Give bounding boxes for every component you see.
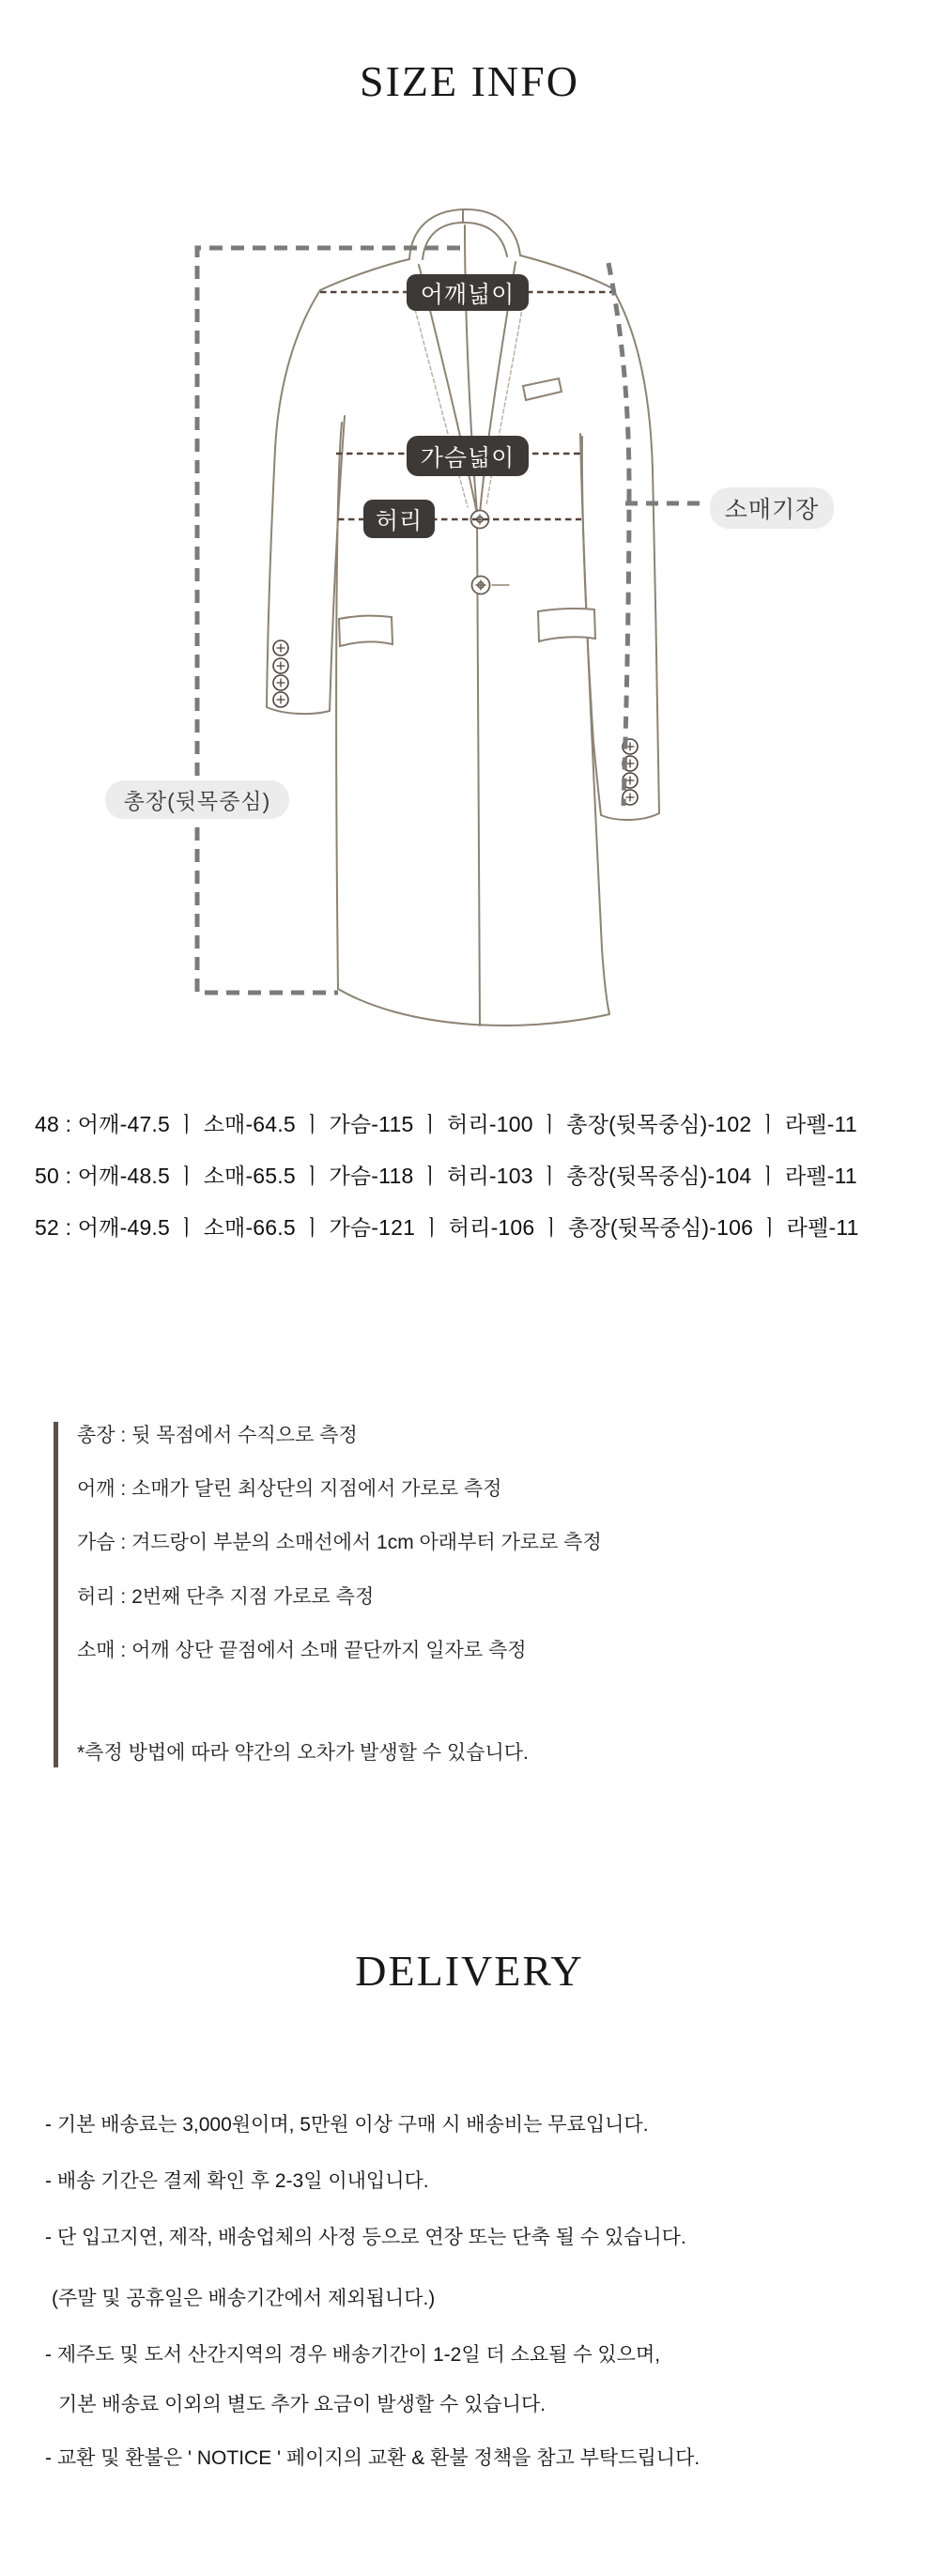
size-row-52: 52 : 어깨-49.5 ㅣ 소매-66.5 ㅣ 가슴-121 ㅣ 허리-106 ㅣ 총장(뒷목중심)-106 ㅣ 라펠-11 (35, 1215, 859, 1240)
measure-note-total-length: 총장 : 뒷 목점에서 수직으로 측정 (77, 1425, 358, 1446)
size-info-title: SIZE INFO (360, 57, 579, 105)
delivery-line-delay: - 단 입고지연, 제작, 배송업체의 사정 등으로 연장 또는 단축 될 수 있습니다. (45, 2227, 686, 2248)
front-buttons (471, 511, 490, 594)
delivery-line-weekend: (주말 및 공휴일은 배송기간에서 제외됩니다.) (52, 2288, 436, 2309)
measure-note-shoulder: 어깨 : 소매가 달린 최상단의 지점에서 가로로 측정 (77, 1478, 502, 1500)
measurement-guides (197, 248, 706, 993)
size-row-48: 48 : 어깨-47.5 ㅣ 소매-64.5 ㅣ 가슴-115 ㅣ 허리-100 ㅣ 총장(뒷목중심)-102 ㅣ 라펠-11 (35, 1112, 857, 1136)
sleeve-length-badge: 소매기장 (710, 487, 834, 529)
shoulder-width-badge: 어깨넓이 (407, 274, 529, 311)
measure-note-sleeve: 소매 : 어깨 상단 끝점에서 소매 끝단까지 일자로 측정 (77, 1640, 527, 1661)
chest-width-badge: 가슴넓이 (407, 436, 529, 476)
waist-badge: 허리 (363, 500, 435, 538)
delivery-line-jeju: - 제주도 및 도서 산간지역의 경우 배송기간이 1-2일 더 소요될 수 있으며, (45, 2344, 661, 2366)
total-length-guide (197, 248, 460, 993)
delivery-title: DELIVERY (355, 1947, 584, 1995)
coat-outline (267, 209, 659, 1026)
notes-accent-bar (54, 1422, 58, 1767)
delivery-line-extra-fee: 기본 배송료 이외의 별도 추가 요금이 발생할 수 있습니다. (58, 2394, 546, 2415)
measure-note-chest: 가슴 : 겨드랑이 부분의 소매선에서 1cm 아래부터 가로로 측정 (77, 1532, 602, 1553)
size-row-50: 50 : 어깨-48.5 ㅣ 소매-65.5 ㅣ 가슴-118 ㅣ 허리-103 ㅣ 총장(뒷목중심)-104 ㅣ 라펠-11 (35, 1164, 857, 1188)
breast-pocket (523, 378, 562, 400)
delivery-line-period: - 배송 기간은 결제 확인 후 2-3일 이내입니다. (45, 2170, 429, 2192)
sleeve-guide (608, 263, 629, 806)
hip-pocket-right (538, 609, 595, 641)
left-cuff-buttons (273, 640, 288, 707)
tolerance-note: *측정 방법에 따라 약간의 오차가 발생할 수 있습니다. (77, 1742, 529, 1764)
delivery-line-refund: - 교환 및 환불은 ' NOTICE ' 페이지의 교환 & 환불 정책을 참고 부탁드립니다. (45, 2447, 700, 2469)
delivery-line-fee: - 기본 배송료는 3,000원이며, 5만원 이상 구매 시 배송비는 무료입니다. (45, 2114, 649, 2136)
coat-illustration (0, 0, 939, 1061)
measure-note-waist: 허리 : 2번째 단추 지점 가로로 측정 (77, 1586, 375, 1608)
hip-pocket-left (339, 616, 393, 646)
total-length-badge: 총장(뒷목중심) (105, 780, 289, 819)
